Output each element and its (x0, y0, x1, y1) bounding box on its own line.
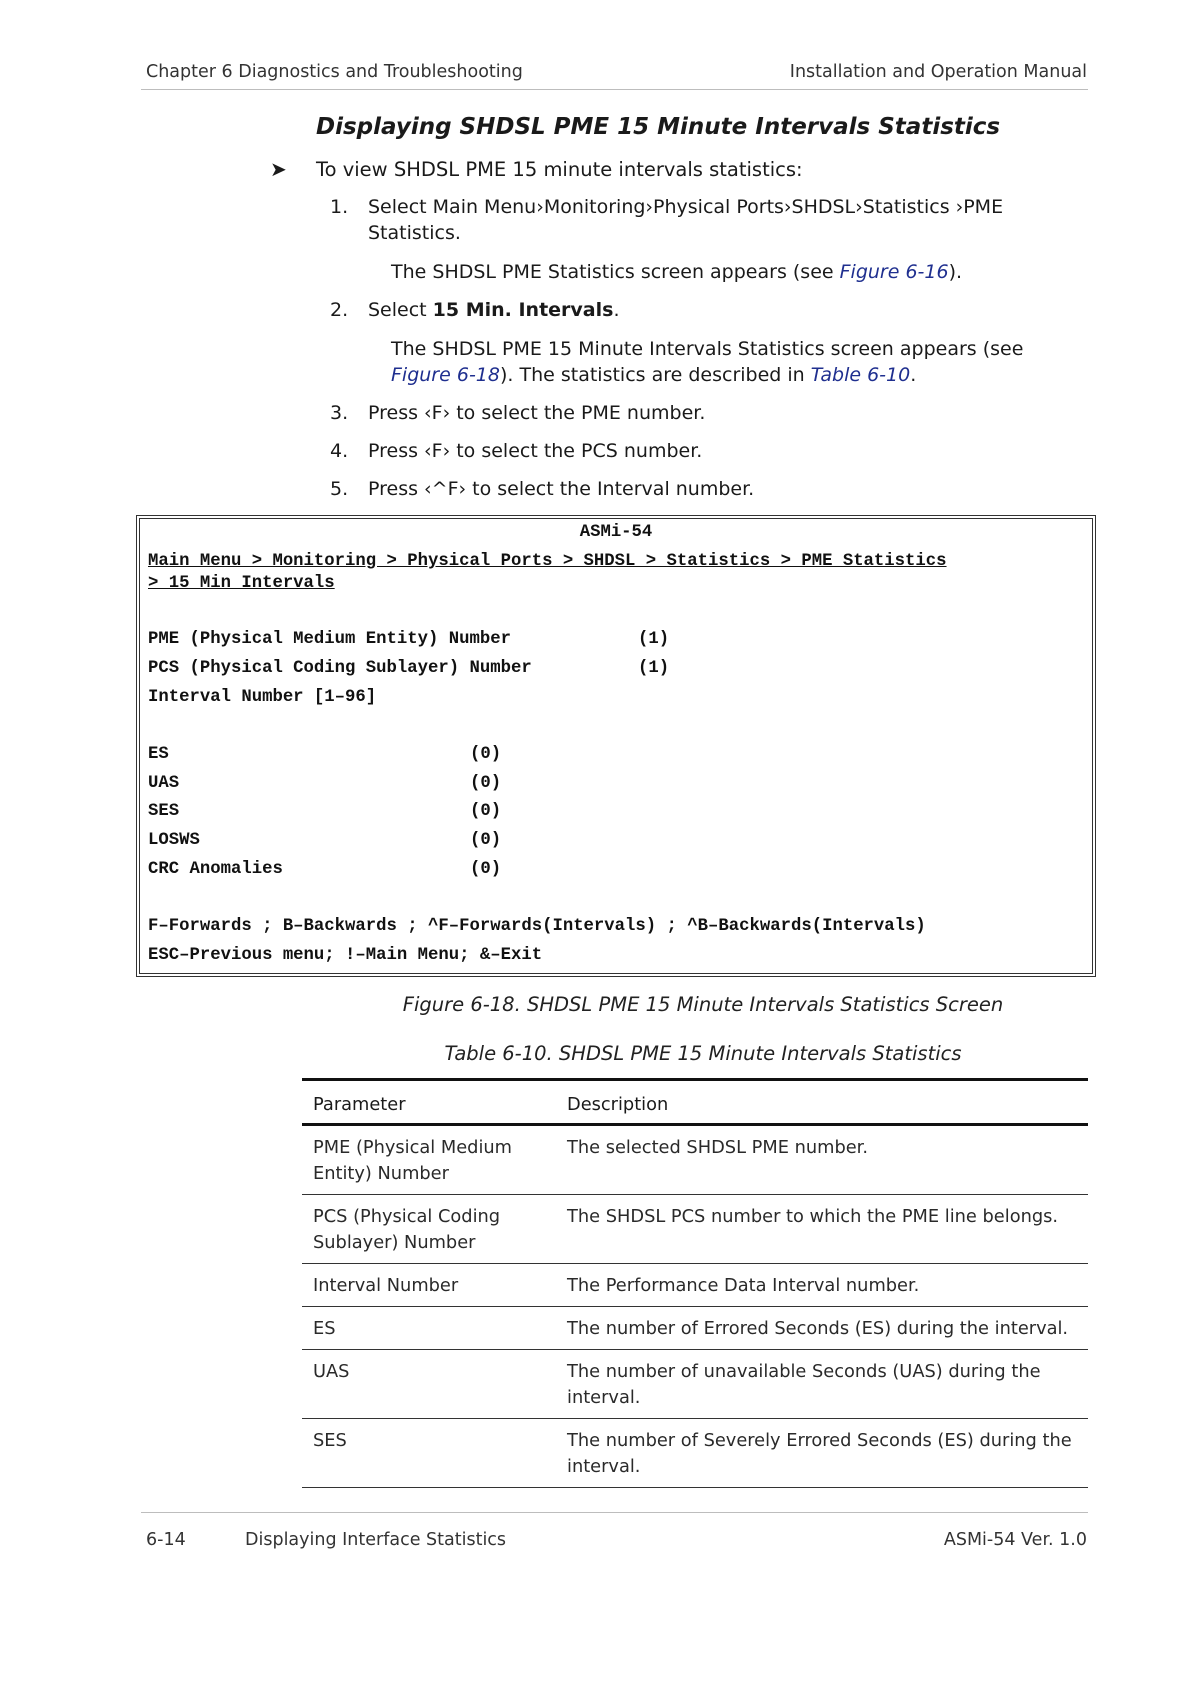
parameter-cell: Interval Number (302, 1264, 556, 1307)
step-2-note (391, 336, 1041, 388)
description-cell: The number of Severely Errored Seconds (ES) during the interval. (556, 1419, 1088, 1488)
parameter-cell: UAS (302, 1350, 556, 1419)
note-text: ). (948, 261, 963, 283)
footer-page-number: 6-14 (146, 1530, 186, 1550)
step-number: 5. (330, 478, 349, 500)
column-header-description: Description (556, 1080, 1088, 1125)
step-number: 4. (330, 440, 349, 462)
step-text: Press ‹F› to select the PCS number. (368, 440, 703, 462)
parameter-cell: PME (Physical Medium Entity) Number (302, 1125, 556, 1195)
description-cell: The selected SHDSL PME number. (556, 1125, 1088, 1195)
step-text (368, 297, 1018, 323)
footer-rule (141, 1512, 1088, 1513)
step-number: 2. (330, 299, 349, 321)
figure-6-16-link[interactable]: Figure 6-16 (839, 261, 949, 283)
counter-label-uas: UAS (148, 774, 180, 793)
table-row (302, 1195, 1088, 1264)
procedure-title: To view SHDSL PME 15 minute intervals statistics: (316, 158, 803, 181)
pme-number-label: PME (Physical Medium Entity) Number (148, 630, 511, 649)
figure-caption: Figure 6-18. SHDSL PME 15 Minute Intervals Statistics Screen (402, 993, 1004, 1016)
description-cell: The Performance Data Interval number. (556, 1264, 1088, 1307)
step-1 (330, 194, 1050, 246)
column-header-parameter: Parameter (302, 1080, 556, 1125)
table-6-10-link[interactable]: Table 6-10 (810, 364, 911, 386)
note-text: . (910, 364, 917, 386)
terminal-screen (136, 515, 1096, 977)
step-text: Press ‹F› to select the PME number. (368, 402, 706, 424)
note-text: ). The statistics are described in (499, 364, 811, 386)
counter-label-losws: LOSWS (148, 831, 200, 850)
counter-value-es: (0) (470, 745, 502, 764)
step-text: Select Main Menu›Monitoring›Physical Ports›SHDSL›Statistics ›PME Statistics. (368, 196, 1004, 244)
table-row (302, 1419, 1088, 1488)
header-rule (141, 89, 1088, 90)
note-text: The SHDSL PME Statistics screen appears (see (391, 261, 840, 283)
parameter-cell: PCS (Physical Coding Sublayer) Number (302, 1195, 556, 1264)
screen-key-help-line-1: F–Forwards ; B–Backwards ; ^F–Forwards(Intervals) ; ^B–Backwards(Intervals) (148, 917, 926, 936)
step-3 (330, 400, 1050, 426)
counter-value-losws: (0) (470, 831, 502, 850)
table-header-row (302, 1080, 1088, 1125)
step-number: 3. (330, 402, 349, 424)
table-caption: Table 6-10. SHDSL PME 15 Minute Intervals Statistics (444, 1042, 962, 1065)
parameter-cell: ES (302, 1307, 556, 1350)
description-cell: The SHDSL PCS number to which the PME line belongs. (556, 1195, 1088, 1264)
step-text-post: . (613, 299, 620, 321)
table-row (302, 1264, 1088, 1307)
section-title: Displaying SHDSL PME 15 Minute Intervals Statistics (316, 114, 1001, 140)
counter-value-crc-anomalies: (0) (470, 860, 502, 879)
counter-label-ses: SES (148, 802, 180, 821)
screen-breadcrumb-line-1: Main Menu > Monitoring > Physical Ports > SHDSL > Statistics > PME Statistics (148, 552, 947, 571)
table-row (302, 1350, 1088, 1419)
pcs-number-value[interactable]: (1) (638, 659, 670, 678)
procedure-heading (270, 157, 803, 181)
counter-label-es: ES (148, 745, 169, 764)
counter-value-ses: (0) (470, 802, 502, 821)
step-5 (330, 476, 1050, 502)
step-2 (330, 297, 1050, 323)
step-4 (330, 438, 1050, 464)
pme-number-value[interactable]: (1) (638, 630, 670, 649)
footer-product: ASMi-54 Ver. 1.0 (943, 1530, 1087, 1550)
interval-number-label[interactable]: Interval Number [1–96] (148, 688, 377, 707)
screen-key-help-line-2: ESC–Previous menu; !–Main Menu; &–Exit (148, 946, 543, 965)
menu-option-15-min-intervals: 15 Min. Intervals (432, 299, 614, 321)
pcs-number-label: PCS (Physical Coding Sublayer) Number (148, 659, 532, 678)
step-number: 1. (330, 196, 349, 218)
description-cell: The number of unavailable Seconds (UAS) during the interval. (556, 1350, 1088, 1419)
note-text: The SHDSL PME 15 Minute Intervals Statistics screen appears (see (391, 338, 1024, 360)
running-header-chapter: Chapter 6 Diagnostics and Troubleshooting (146, 62, 523, 82)
description-cell: The number of Errored Seconds (ES) during the interval. (556, 1307, 1088, 1350)
parameter-cell: SES (302, 1419, 556, 1488)
screen-title: ASMi-54 (579, 523, 653, 542)
table-row (302, 1125, 1088, 1195)
step-text: Press ‹^F› to select the Interval number. (368, 478, 755, 500)
table-row (302, 1307, 1088, 1350)
figure-6-18-link[interactable]: Figure 6-18 (391, 364, 500, 386)
statistics-table (302, 1078, 1088, 1488)
footer-section: Displaying Interface Statistics (245, 1530, 507, 1550)
counter-label-crc-anomalies: CRC Anomalies (148, 860, 283, 879)
step-1-note (391, 259, 1041, 285)
running-header-manual: Installation and Operation Manual (789, 62, 1087, 82)
procedure-arrow-icon: ➤ (270, 157, 287, 181)
counter-value-uas: (0) (470, 774, 502, 793)
step-text-pre: Select (368, 299, 433, 321)
screen-breadcrumb-line-2: > 15 Min Intervals (148, 574, 335, 593)
